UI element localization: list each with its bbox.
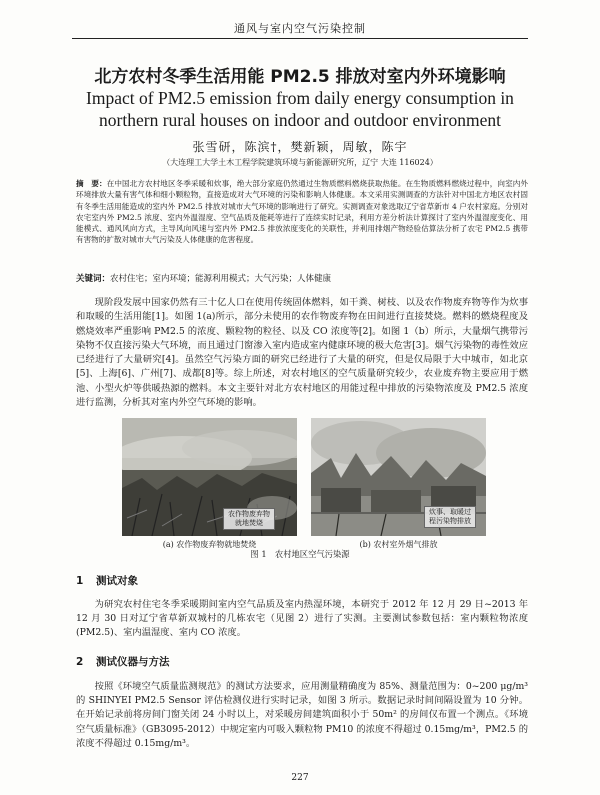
photo-crop-burning — [122, 418, 297, 536]
section-1-paragraph: 为研究农村住宅冬季采暖期间室内空气品质及室内热湿环境，本研究于 2012 年 12 月 29 日~2013 年 12 月 30 日对辽宁省草新双城村的几栋农宅（见图 2）进行了实测。主要测试参数包括：室内颗粒物浓度(PM2.5)、室内温湿度、室内 CO 浓度。 — [76, 599, 528, 639]
introduction-paragraph: 现阶段发展中国家仍然有三十亿人口在使用传统固体燃料，如干粪、树枝、以及农作物废弃物等作为炊事和取暖的生活用能[1]。如图 1(a)所示，部分未使用的农作物废弃物在田间进行直接焚烧。燃料的燃烧程度及燃烧效率严重影响 PM2.5 的浓度、颗粒物的粒径、以及 CO 浓度等[2]。如图 1（b）所示，大量烟气携带污染物不仅直接污染大气环境，而且通过门窗渗入室内造成室内健康环境的极大危害[3]。烟气污染物的毒性效应已经进行了大量研究[4]。虽然空气污染方面的研究已经进行了大量的研究，但是仅局限于大中城市，如北京[5]、上海[6]、广州[7]、成都[8]等。综上所述，对农村地区的空气质量研究较少，农业废弃物主要应用于燃池、小型火炉等供暖热源的燃料。本文主要针对北方农村地区的用能过程中排放的污染物浓度及 PM2.5 浓度进行监测，分析其对室内外空气环境的影响。 — [76, 297, 528, 409]
figure-1 — [122, 418, 488, 558]
title-english: Impact of PM2.5 emission from daily energy consumption in northern rural houses on indoor and outdoor environment — [86, 88, 514, 130]
section-heading-1 — [76, 573, 138, 588]
header-rule — [72, 38, 528, 39]
subfigure-caption-a: (a) 农作物废弃物就地焚烧 — [162, 540, 257, 549]
abstract-label: 摘 要： — [76, 179, 107, 188]
page-number: 227 — [291, 773, 309, 783]
keywords-label: 关键词： — [76, 274, 111, 284]
abstract — [76, 178, 528, 246]
section-2-paragraph: 按照《环境空气质量监测规范》的测试方法要求，应用测量精确度为 85%、测量范围为：0~200 μg/m³ 的 SHINYEI PM2.5 Sensor 评估检测仪进行实时记录，如图 3 所示。数据记录时间间隔设置为 10 分钟。在开始记录前将房间门窗关闭 24 小时以上，对采暖房间建筑面积小于 50m² 的房间仅布置一个测点。《环境空气质量标准》（GB3095-2012）中规定室内可吸入颗粒物 PM10 的浓度不得超过 0.15mg/m³，PM2.5 的浓度不得超过 0.15mg/m³。 — [76, 681, 528, 749]
keywords-text: 农村住宅；室内环境；能源利用模式；大气污染；人体健康 — [110, 274, 332, 284]
abstract-text: 在中国北方农村地区冬季采暖和炊事，绝大部分家庭仍然通过生物质燃料燃烧获取热能。在生物质燃料燃烧过程中，向室内外环境排放大量有害气体和细小颗粒物，直接造成对大气环境的污染和影响人体健康。本文采用实测调查的方法针对中国北方地区农村固有冬季生活用能造成的室内外 PM2.5 排放对城市大气环境的影响进行了研究。实测调查对象选取辽宁省草新市 4 户农村家庭。分别对农宅室内外 PM2.5 浓度、室内外温湿度、空气品质及能耗等进行了连续实时记录，利用方差分析法计算探讨了室内外温湿度变化、用能模式、通风风向方式，主导风向风速与室内外 PM2.5 排放浓度变化的关联性，并利用排烟产物经验估算法分析了农宅 PM2.5 携带有害物的扩散对城市大气污染及人体健康的危害程度。 — [76, 179, 529, 245]
section-number: 2 — [76, 656, 84, 668]
figure-caption: 图 1 农村地区空气污染源 — [250, 549, 350, 559]
section-title: 测试对象 — [96, 575, 138, 587]
photo-a-overlay-label: 农作物废弃物就地焚烧 — [223, 508, 275, 530]
author-list: 张雪研，陈滨†，樊新颖，周敏，陈宇 — [192, 140, 408, 154]
running-head: 通风与室内空气污染控制 — [234, 22, 366, 35]
keywords — [76, 272, 528, 284]
section-number: 1 — [76, 575, 84, 587]
section-heading-2 — [76, 654, 170, 669]
title-chinese: 北方农村冬季生活用能 PM2.5 排放对室内外环境影响 — [94, 67, 506, 87]
section-title: 测试仪器与方法 — [96, 656, 170, 668]
author-affiliation: （大连理工大学土木工程学院建筑环境与新能源研究所，辽宁 大连 116024） — [162, 158, 438, 167]
photo-smoke-emission — [311, 418, 486, 536]
photo-b-overlay-label: 炊事、取暖过程污染物排放 — [424, 506, 476, 528]
subfigure-caption-b: (b) 农村室外烟气排放 — [359, 540, 438, 549]
